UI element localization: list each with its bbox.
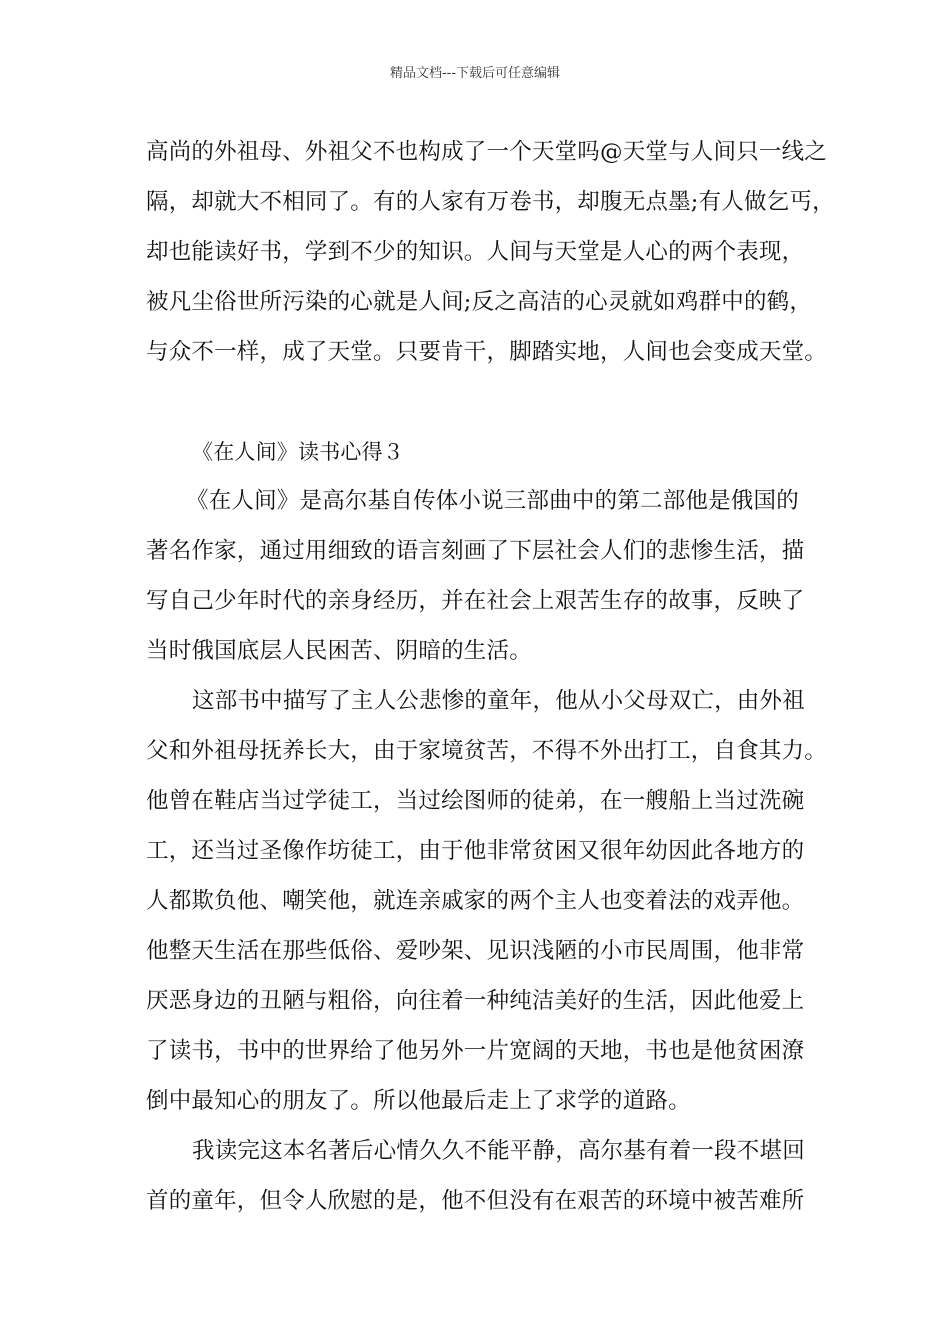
text-line: 被凡尘俗世所污染的心就是人间;反之高洁的心灵就如鸡群中的鹤，	[146, 289, 813, 315]
text-line: 他曾在鞋店当过学徒工，当过绘图师的徒弟，在一艘船上当过洗碗	[146, 788, 805, 814]
text-line: 却也能读好书，学到不少的知识。人间与天堂是人心的两个表现，	[146, 239, 805, 265]
text-line: 倒中最知心的朋友了。所以他最后走上了求学的道路。	[146, 1088, 691, 1114]
text-line: 人都欺负他、嘲笑他，就连亲戚家的两个主人也变着法的戏弄他。	[146, 888, 805, 914]
text-line: 隔，却就大不相同了。有的人家有万卷书，却腹无点墨;有人做乞丐，	[146, 189, 835, 215]
text-line: 了读书，书中的世界给了他另外一片宽阔的天地，书也是他贫困潦	[146, 1038, 805, 1064]
text-line: 高尚的外祖母、外祖父不也构成了一个天堂吗@天堂与人间只一线之	[146, 139, 828, 165]
text-line: 工，还当过圣像作坊徒工，由于他非常贫困又很年幼因此各地方的	[146, 838, 805, 864]
text-line: 《在人间》是高尔基自传体小说三部曲中的第二部他是俄国的	[186, 488, 799, 514]
text-line: 著名作家，通过用细致的语言刻画了下层社会人们的悲惨生活，描	[146, 538, 805, 564]
text-line: 厌恶身边的丑陋与粗俗，向往着一种纯洁美好的生活，因此他爱上	[146, 988, 805, 1014]
text-line: 我读完这本名著后心情久久不能平静，高尔基有着一段不堪回	[192, 1138, 805, 1164]
section-title: 《在人间》读书心得３	[192, 440, 404, 464]
text-line: 父和外祖母抚养长大，由于家境贫苦，不得不外出打工，自食其力。	[146, 738, 828, 764]
text-line: 写自己少年时代的亲身经历，并在社会上艰苦生存的故事，反映了	[146, 588, 805, 614]
text-line: 与众不一样，成了天堂。只要肯干，脚踏实地，人间也会变成天堂。	[146, 339, 828, 365]
text-line: 他整天生活在那些低俗、爱吵架、见识浅陋的小市民周围，他非常	[146, 938, 805, 964]
text-line: 当时俄国底层人民困苦、阴暗的生活。	[146, 638, 532, 664]
text-line: 首的童年，但令人欣慰的是，他不但没有在艰苦的环境中被苦难所	[146, 1188, 805, 1214]
page-header: 精品文档---下载后可任意编辑	[389, 66, 561, 81]
text-line: 这部书中描写了主人公悲惨的童年，他从小父母双亡，由外祖	[192, 688, 805, 714]
